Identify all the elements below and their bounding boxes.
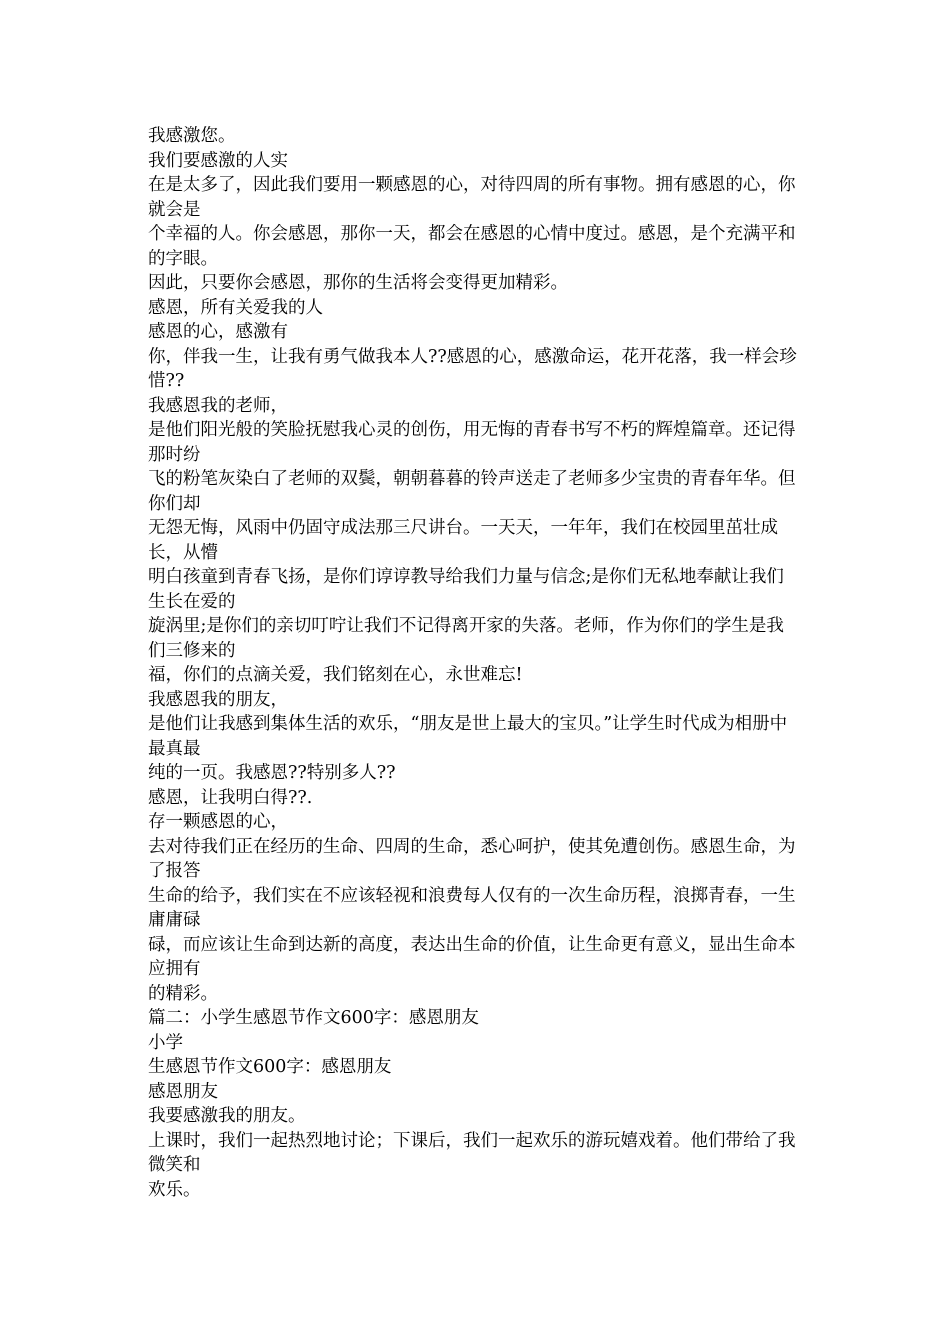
text-line: 欢乐。 [148,1179,201,1200]
text-line: 飞的粉笔灰染白了老师的双鬓，朝朝暮暮的铃声送走了老师多少宝贵的青春年华。但你们却 [148,469,796,514]
text-line: 我们要感激的人实 [148,150,288,171]
text-line: 感恩，所有关爱我的人 [148,297,323,318]
text-line: 无怨无悔，风雨中仍固守成法那三尺讲台。一天天，一年年，我们在校园里茁壮成长，从懵 [148,518,778,563]
text-line: 个幸福的人。你会感恩，那你一天，都会在感恩的心情中度过。感恩，是个充满平和的字眼。 [148,224,796,269]
text-line: 小学 [148,1032,183,1053]
text-line: 生感恩节作文600字：感恩朋友 [148,1057,392,1077]
text-line: 因此，只要你会感恩，那你的生活将会变得更加精彩。 [148,273,568,293]
text-line: 明白孩童到青春飞扬，是你们谆谆教导给我们力量与信念;是你们无私地奉献让我们生长在爱的 [148,567,784,612]
text-line: 福，你们的点滴关爱，我们铭刻在心，永世难忘! [148,665,523,685]
text-line: 上课时，我们一起热烈地讨论；下课后，我们一起欢乐的游玩嬉戏着。他们带给了我微笑和 [148,1130,796,1175]
text-line: 在是太多了，因此我们要用一颗感恩的心，对待四周的所有事物。拥有感恩的心，你就会是 [148,175,796,220]
text-line: 纯的一页。我感恩??特别多人?? [148,763,396,783]
text-line: 我感恩我的朋友， [148,689,288,710]
document-page [148,124,800,1202]
section-heading: 篇二：小学生感恩节作文600字：感恩朋友 [148,1008,479,1028]
text-line: 是他们让我感到集体生活的欢乐，“朋友是世上最大的宝贝。”让学生时代成为相册中最真最 [148,714,788,759]
text-line: 碌，而应该让生命到达新的高度，表达出生命的价值，让生命更有意义，显出生命本应拥有 [148,934,796,979]
text-line: 我要感激我的朋友。 [148,1106,306,1126]
text-line: 你，伴我一生，让我有勇气做我本人??感恩的心，感激命运，花开花落，我一样会珍惜?? [148,346,797,391]
text-line: 存一颗感恩的心， [148,812,288,832]
text-line: 是他们阳光般的笑脸抚慰我心灵的创伤，用无悔的青春书写不朽的辉煌篇章。还记得那时纷 [148,420,796,465]
text-line: 我感激您。 [148,126,236,146]
text-line: 生命的给予，我们实在不应该轻视和浪费每人仅有的一次生命历程，浪掷青春，一生庸庸碌 [148,885,796,930]
text-line: 旋涡里;是你们的亲切叮咛让我们不记得离开家的失落。老师，作为你们的学生是我们三修来的 [148,616,784,661]
text-line: 去对待我们正在经历的生命、四周的生命，悉心呵护，使其免遭创伤。感恩生命，为了报答 [148,836,796,881]
text-line: 感恩的心，感激有 [148,322,288,342]
text-line: 我感恩我的老师， [148,395,288,416]
text-line: 的精彩。 [148,983,218,1004]
text-line: 感恩，让我明白得??. [148,787,313,808]
text-line: 感恩朋友 [148,1081,218,1102]
